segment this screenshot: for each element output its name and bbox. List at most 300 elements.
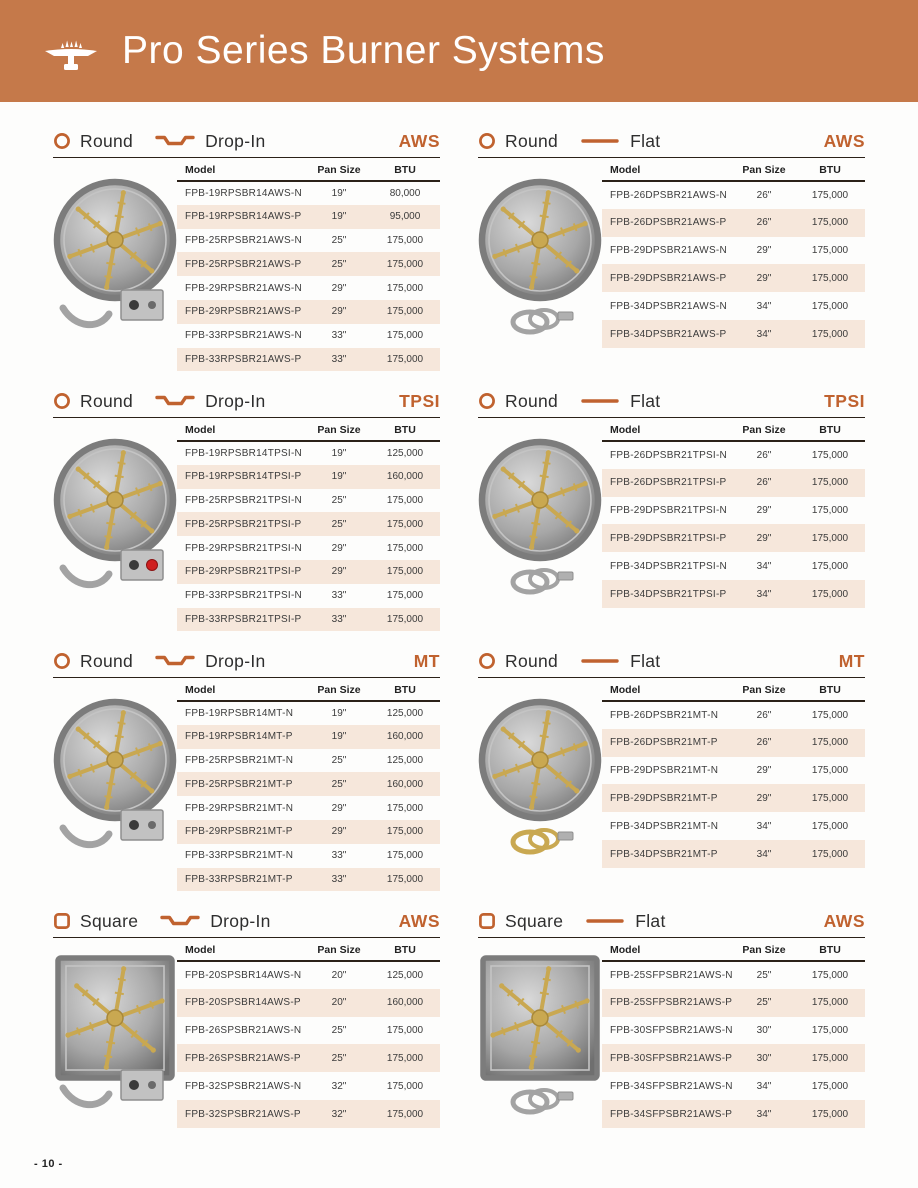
col-header-btu: BTU <box>370 680 440 701</box>
drop-in-pan-icon <box>155 134 195 148</box>
pan-size-cell: 25" <box>331 258 347 270</box>
model-cell: FPB-33RPSBR21TPSI-P <box>185 613 302 625</box>
model-cell: FPB-29RPSBR21MT-P <box>185 826 293 838</box>
btu-cell: 125,000 <box>386 447 424 459</box>
system-label: AWS <box>398 130 440 151</box>
table-row <box>177 276 440 300</box>
pan-size-cell: 26" <box>756 477 772 489</box>
btu-cell: 175,000 <box>811 997 849 1009</box>
table-row <box>177 584 440 608</box>
table-row <box>602 729 865 757</box>
mount-label: Drop-In <box>205 390 266 411</box>
drop-in-pan-icon <box>155 394 195 408</box>
circle-outline-icon <box>478 132 496 150</box>
table-row <box>177 989 440 1017</box>
pan-size-cell: 33" <box>331 850 347 862</box>
model-cell: FPB-34DPSBR21TPSI-P <box>610 588 727 600</box>
table-row <box>177 324 440 348</box>
system-label: AWS <box>823 130 865 151</box>
btu-cell: 175,000 <box>811 560 849 572</box>
model-cell: FPB-29DPSBR21TPSI-P <box>610 532 727 544</box>
circle-outline-icon <box>478 652 496 670</box>
product-section <box>53 908 440 1120</box>
btu-cell: 175,000 <box>386 826 424 838</box>
circle-outline-icon <box>53 652 71 670</box>
model-cell: FPB-29DPSBR21MT-N <box>610 765 719 777</box>
pan-size-cell: 19" <box>331 471 347 483</box>
btu-cell: 175,000 <box>811 300 849 312</box>
table-row <box>602 237 865 265</box>
pan-size-cell: 26" <box>756 709 772 721</box>
model-cell: FPB-19RPSBR14AWS-P <box>185 211 302 223</box>
btu-cell: 175,000 <box>386 1080 424 1092</box>
btu-cell: 175,000 <box>386 306 424 318</box>
col-header-btu: BTU <box>795 420 865 441</box>
product-image <box>53 678 177 891</box>
btu-cell: 175,000 <box>386 1052 424 1064</box>
col-header-pan-size: Pan Size <box>308 160 370 181</box>
product-section <box>478 388 865 632</box>
table-row <box>177 1100 440 1128</box>
table-row <box>177 348 440 372</box>
model-cell: FPB-19RPSBR14MT-P <box>185 731 293 743</box>
pan-size-cell: 29" <box>756 505 772 517</box>
mount-label: Drop-In <box>205 130 266 151</box>
btu-cell: 125,000 <box>386 969 424 981</box>
pan-size-cell: 33" <box>331 613 347 625</box>
product-section <box>53 648 440 892</box>
section-header <box>478 648 865 674</box>
table-row <box>177 749 440 773</box>
table-row <box>602 1072 865 1100</box>
pan-size-cell: 34" <box>756 820 772 832</box>
product-image <box>478 418 602 608</box>
table-header-row <box>602 160 865 181</box>
model-cell: FPB-26DPSBR21TPSI-N <box>610 449 728 461</box>
drop-in-pan-icon <box>160 914 200 928</box>
shape-label: Round <box>80 650 134 671</box>
table-row <box>602 497 865 525</box>
model-cell: FPB-33RPSBR21MT-P <box>185 873 293 885</box>
mount-label: Flat <box>635 910 666 931</box>
pan-size-cell: 25" <box>331 494 347 506</box>
mount-label: Drop-In <box>205 650 266 671</box>
btu-cell: 175,000 <box>811 765 849 777</box>
section-header <box>53 908 440 934</box>
table-row <box>177 820 440 844</box>
section-header <box>478 128 865 154</box>
table-row <box>177 844 440 868</box>
col-header-model: Model <box>602 680 733 701</box>
btu-cell: 175,000 <box>386 613 424 625</box>
btu-cell: 175,000 <box>811 969 849 981</box>
col-header-model: Model <box>177 680 308 701</box>
pan-size-cell: 29" <box>331 826 347 838</box>
section-header <box>478 908 865 934</box>
col-header-btu: BTU <box>795 940 865 961</box>
btu-cell: 175,000 <box>386 353 424 365</box>
table-row <box>177 465 440 489</box>
model-cell: FPB-34DPSBR21MT-P <box>610 848 718 860</box>
shape-label: Round <box>80 390 134 411</box>
btu-cell: 175,000 <box>811 1025 849 1037</box>
model-cell: FPB-30SFPSBR21AWS-N <box>610 1025 733 1037</box>
section-header <box>53 128 440 154</box>
model-cell: FPB-30SFPSBR21AWS-P <box>610 1052 733 1064</box>
spec-table <box>602 160 865 348</box>
pan-size-cell: 33" <box>331 330 347 342</box>
model-cell: FPB-25RPSBR21TPSI-P <box>185 518 302 530</box>
pan-size-cell: 34" <box>756 848 772 860</box>
pan-size-cell: 34" <box>756 560 772 572</box>
table-row <box>602 840 865 868</box>
btu-cell: 175,000 <box>811 1052 849 1064</box>
circle-outline-icon <box>53 392 71 410</box>
model-cell: FPB-25RPSBR21AWS-N <box>185 234 302 246</box>
table-row <box>177 1072 440 1100</box>
pan-size-cell: 25" <box>331 518 347 530</box>
col-header-btu: BTU <box>795 160 865 181</box>
pan-size-cell: 32" <box>331 1108 347 1120</box>
spec-table <box>602 420 865 608</box>
btu-cell: 175,000 <box>811 1080 849 1092</box>
section-header <box>478 388 865 414</box>
table-row <box>177 1017 440 1045</box>
col-header-model: Model <box>177 160 308 181</box>
model-cell: FPB-33RPSBR21TPSI-N <box>185 590 303 602</box>
model-cell: FPB-25RPSBR21AWS-P <box>185 258 302 270</box>
btu-cell: 175,000 <box>386 1025 424 1037</box>
btu-cell: 175,000 <box>811 449 849 461</box>
shape-label: Round <box>505 650 559 671</box>
table-row <box>177 608 440 632</box>
system-label: TPSI <box>399 390 440 411</box>
btu-cell: 175,000 <box>386 282 424 294</box>
col-header-model: Model <box>177 940 308 961</box>
square-outline-icon <box>478 912 496 930</box>
model-cell: FPB-25RPSBR21MT-P <box>185 778 293 790</box>
pan-size-cell: 29" <box>756 272 772 284</box>
btu-cell: 175,000 <box>811 245 849 257</box>
table-row <box>177 725 440 749</box>
table-row <box>177 796 440 820</box>
model-cell: FPB-26DPSBR21MT-P <box>610 737 718 749</box>
btu-cell: 175,000 <box>811 848 849 860</box>
page-title: Pro Series Burner Systems <box>122 29 605 72</box>
col-header-pan-size: Pan Size <box>733 680 795 701</box>
model-cell: FPB-34SFPSBR21AWS-P <box>610 1108 733 1120</box>
table-row <box>177 961 440 989</box>
page-number: - 10 - <box>34 1158 63 1170</box>
btu-cell: 175,000 <box>811 532 849 544</box>
product-image <box>53 418 177 631</box>
model-cell: FPB-29RPSBR21AWS-N <box>185 282 302 294</box>
table-row <box>177 772 440 796</box>
pan-size-cell: 33" <box>331 353 347 365</box>
model-cell: FPB-25RPSBR21MT-N <box>185 754 294 766</box>
btu-cell: 175,000 <box>811 477 849 489</box>
drop-in-pan-icon <box>155 654 195 668</box>
shape-label: Round <box>505 130 559 151</box>
flat-line-icon <box>580 654 620 668</box>
table-row <box>602 320 865 348</box>
table-row <box>602 989 865 1017</box>
table-row <box>602 552 865 580</box>
btu-cell: 95,000 <box>389 211 421 223</box>
model-cell: FPB-33RPSBR21MT-N <box>185 850 294 862</box>
table-row <box>177 536 440 560</box>
section-header <box>53 648 440 674</box>
system-label: AWS <box>398 910 440 931</box>
model-cell: FPB-29RPSBR21AWS-P <box>185 306 302 318</box>
btu-cell: 175,000 <box>386 542 424 554</box>
pan-size-cell: 34" <box>756 328 772 340</box>
product-image <box>53 158 177 371</box>
pan-size-cell: 29" <box>331 282 347 294</box>
pan-size-cell: 25" <box>756 997 772 1009</box>
circle-outline-icon <box>478 392 496 410</box>
btu-cell: 175,000 <box>811 737 849 749</box>
col-header-pan-size: Pan Size <box>733 160 795 181</box>
btu-cell: 80,000 <box>389 187 421 199</box>
col-header-model: Model <box>602 420 733 441</box>
model-cell: FPB-19RPSBR14MT-N <box>185 707 294 719</box>
system-label: AWS <box>823 910 865 931</box>
model-cell: FPB-26DPSBR21AWS-P <box>610 217 727 229</box>
pan-size-cell: 26" <box>756 217 772 229</box>
pan-size-cell: 34" <box>756 588 772 600</box>
table-header-row <box>177 420 440 441</box>
model-cell: FPB-26SPSBR21AWS-N <box>185 1025 302 1037</box>
shape-label: Round <box>505 390 559 411</box>
pan-size-cell: 34" <box>756 1108 772 1120</box>
model-cell: FPB-34DPSBR21MT-N <box>610 820 719 832</box>
page-header <box>0 0 918 102</box>
table-row <box>177 205 440 229</box>
model-cell: FPB-25SFPSBR21AWS-P <box>610 997 733 1009</box>
product-image <box>478 938 602 1128</box>
table-row <box>602 812 865 840</box>
model-cell: FPB-33RPSBR21AWS-P <box>185 353 302 365</box>
table-row <box>602 757 865 785</box>
table-row <box>602 209 865 237</box>
table-row <box>602 580 865 608</box>
model-cell: FPB-26DPSBR21MT-N <box>610 709 719 721</box>
pan-size-cell: 26" <box>756 737 772 749</box>
col-header-pan-size: Pan Size <box>733 420 795 441</box>
btu-cell: 175,000 <box>811 189 849 201</box>
spec-table <box>177 940 440 1128</box>
system-label: MT <box>413 650 440 671</box>
btu-cell: 175,000 <box>386 802 424 814</box>
btu-cell: 175,000 <box>811 328 849 340</box>
model-cell: FPB-20SPSBR14AWS-P <box>185 997 301 1009</box>
pan-size-cell: 29" <box>756 792 772 804</box>
btu-cell: 160,000 <box>386 471 424 483</box>
system-label: TPSI <box>824 390 865 411</box>
model-cell: FPB-29RPSBR21MT-N <box>185 802 294 814</box>
model-cell: FPB-29DPSBR21AWS-P <box>610 272 727 284</box>
model-cell: FPB-32SPSBR21AWS-P <box>185 1108 301 1120</box>
btu-cell: 125,000 <box>386 754 424 766</box>
pan-size-cell: 26" <box>756 449 772 461</box>
table-row <box>602 701 865 729</box>
square-outline-icon <box>53 912 71 930</box>
pan-size-cell: 20" <box>331 969 347 981</box>
model-cell: FPB-26SPSBR21AWS-P <box>185 1052 301 1064</box>
pan-size-cell: 25" <box>331 754 347 766</box>
table-row <box>177 252 440 276</box>
table-row <box>602 469 865 497</box>
model-cell: FPB-25SFPSBR21AWS-N <box>610 969 733 981</box>
col-header-model: Model <box>602 160 733 181</box>
table-row <box>177 701 440 725</box>
col-header-pan-size: Pan Size <box>308 420 370 441</box>
table-row <box>602 292 865 320</box>
pan-size-cell: 29" <box>756 532 772 544</box>
pan-size-cell: 29" <box>331 802 347 814</box>
col-header-pan-size: Pan Size <box>308 680 370 701</box>
model-cell: FPB-19RPSBR14TPSI-P <box>185 471 302 483</box>
table-row <box>177 512 440 536</box>
btu-cell: 175,000 <box>386 330 424 342</box>
pan-size-cell: 29" <box>756 765 772 777</box>
pan-size-cell: 19" <box>331 447 347 459</box>
table-header-row <box>602 940 865 961</box>
model-cell: FPB-29DPSBR21MT-P <box>610 792 718 804</box>
pan-size-cell: 19" <box>331 707 347 719</box>
pan-size-cell: 32" <box>331 1080 347 1092</box>
pan-size-cell: 19" <box>331 187 347 199</box>
table-row <box>177 560 440 584</box>
table-row <box>602 1100 865 1128</box>
spec-table <box>602 680 865 868</box>
product-section <box>53 128 440 372</box>
flat-line-icon <box>585 914 625 928</box>
btu-cell: 175,000 <box>386 873 424 885</box>
pan-size-cell: 25" <box>331 234 347 246</box>
system-label: MT <box>838 650 865 671</box>
btu-cell: 175,000 <box>386 234 424 246</box>
model-cell: FPB-34DPSBR21TPSI-N <box>610 560 728 572</box>
flat-line-icon <box>580 394 620 408</box>
btu-cell: 125,000 <box>386 707 424 719</box>
col-header-btu: BTU <box>370 940 440 961</box>
btu-cell: 175,000 <box>811 709 849 721</box>
pan-size-cell: 34" <box>756 1080 772 1092</box>
pan-size-cell: 29" <box>756 245 772 257</box>
pan-size-cell: 26" <box>756 189 772 201</box>
table-row <box>177 229 440 253</box>
col-header-pan-size: Pan Size <box>733 940 795 961</box>
table-row <box>177 1044 440 1072</box>
model-cell: FPB-25RPSBR21TPSI-N <box>185 494 303 506</box>
col-header-pan-size: Pan Size <box>308 940 370 961</box>
mount-label: Drop-In <box>210 910 271 931</box>
model-cell: FPB-34SFPSBR21AWS-N <box>610 1080 733 1092</box>
model-cell: FPB-29RPSBR21TPSI-N <box>185 542 303 554</box>
model-cell: FPB-19RPSBR14TPSI-N <box>185 447 303 459</box>
mount-label: Flat <box>630 650 661 671</box>
circle-outline-icon <box>53 132 71 150</box>
table-header-row <box>602 420 865 441</box>
table-row <box>602 961 865 989</box>
product-section <box>53 388 440 632</box>
product-section <box>478 128 865 372</box>
shape-label: Round <box>80 130 134 151</box>
table-row <box>177 441 440 465</box>
burner-pan-flames-icon <box>40 28 102 74</box>
mount-label: Flat <box>630 390 661 411</box>
pan-size-cell: 25" <box>756 969 772 981</box>
pan-size-cell: 30" <box>756 1052 772 1064</box>
product-image <box>478 158 602 348</box>
model-cell: FPB-26DPSBR21TPSI-P <box>610 477 727 489</box>
col-header-model: Model <box>602 940 733 961</box>
model-cell: FPB-34DPSBR21AWS-N <box>610 300 727 312</box>
btu-cell: 175,000 <box>386 518 424 530</box>
table-header-row <box>602 680 865 701</box>
btu-cell: 160,000 <box>386 997 424 1009</box>
pan-size-cell: 25" <box>331 778 347 790</box>
model-cell: FPB-29RPSBR21TPSI-P <box>185 566 302 578</box>
col-header-btu: BTU <box>370 160 440 181</box>
table-header-row <box>177 160 440 181</box>
section-header <box>53 388 440 414</box>
btu-cell: 175,000 <box>386 590 424 602</box>
pan-size-cell: 33" <box>331 873 347 885</box>
btu-cell: 175,000 <box>811 217 849 229</box>
table-row <box>602 1044 865 1072</box>
table-row <box>602 181 865 209</box>
table-row <box>177 181 440 205</box>
btu-cell: 175,000 <box>811 588 849 600</box>
product-section <box>478 648 865 892</box>
btu-cell: 175,000 <box>386 850 424 862</box>
model-cell: FPB-34DPSBR21AWS-P <box>610 328 727 340</box>
table-row <box>602 1017 865 1045</box>
btu-cell: 160,000 <box>386 778 424 790</box>
pan-size-cell: 33" <box>331 590 347 602</box>
col-header-btu: BTU <box>795 680 865 701</box>
btu-cell: 175,000 <box>386 258 424 270</box>
pan-size-cell: 34" <box>756 300 772 312</box>
btu-cell: 175,000 <box>811 505 849 517</box>
shape-label: Square <box>80 910 139 931</box>
table-row <box>177 300 440 324</box>
col-header-btu: BTU <box>370 420 440 441</box>
table-header-row <box>177 680 440 701</box>
btu-cell: 175,000 <box>386 1108 424 1120</box>
btu-cell: 175,000 <box>811 1108 849 1120</box>
mount-label: Flat <box>630 130 661 151</box>
product-image <box>478 678 602 868</box>
sections-grid <box>0 102 918 1120</box>
pan-size-cell: 19" <box>331 211 347 223</box>
pan-size-cell: 29" <box>331 306 347 318</box>
col-header-model: Model <box>177 420 308 441</box>
pan-size-cell: 25" <box>331 1052 347 1064</box>
spec-table <box>177 680 440 891</box>
flat-line-icon <box>580 134 620 148</box>
model-cell: FPB-29DPSBR21TPSI-N <box>610 505 728 517</box>
table-row <box>177 489 440 513</box>
btu-cell: 175,000 <box>811 820 849 832</box>
table-row <box>602 524 865 552</box>
btu-cell: 175,000 <box>386 494 424 506</box>
shape-label: Square <box>505 910 564 931</box>
table-row <box>602 441 865 469</box>
